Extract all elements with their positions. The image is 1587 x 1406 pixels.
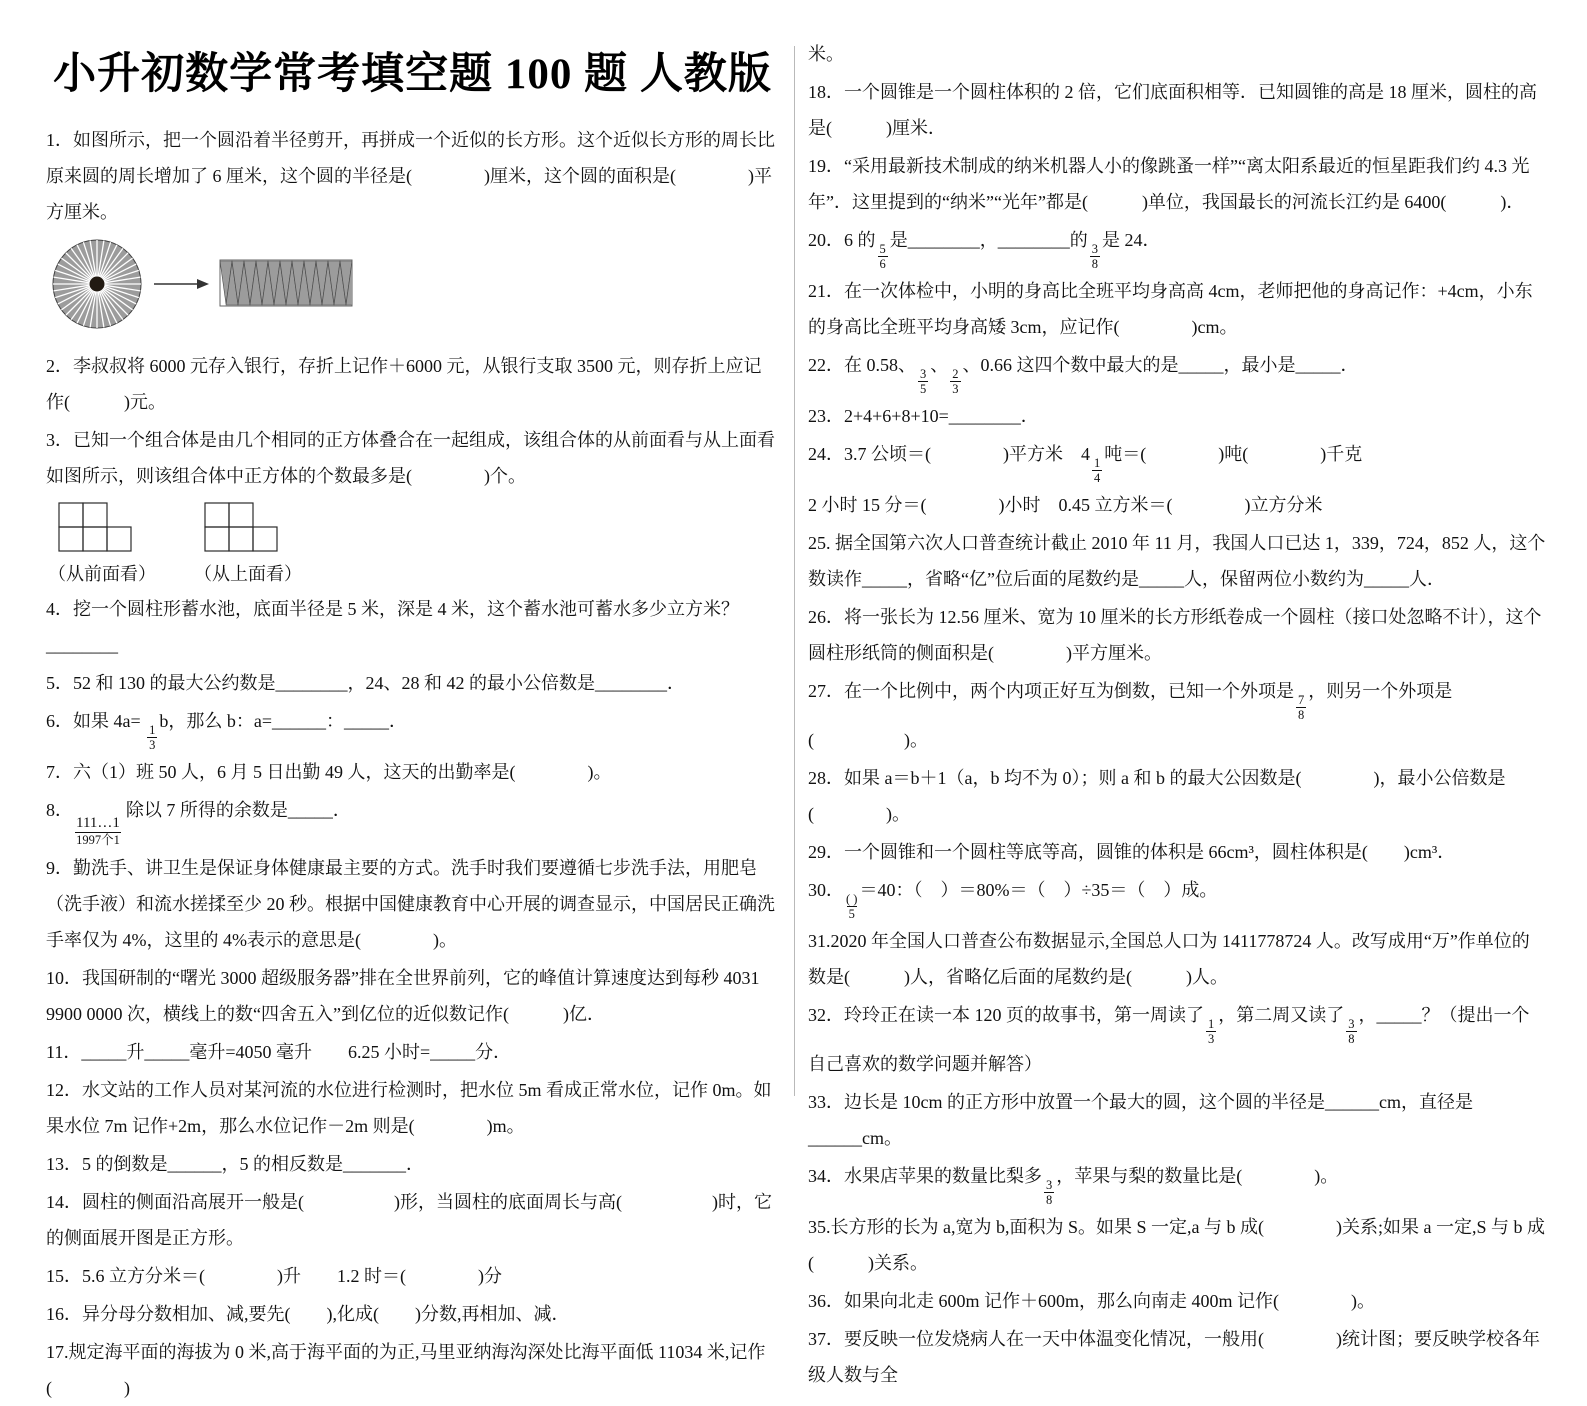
fraction-numerator: 3 (1046, 1178, 1053, 1192)
question (46, 1296, 779, 1332)
question-text: 是 24． (1102, 230, 1161, 250)
question-text: 24．3.7 公顷＝( )平方米 4 (808, 444, 1090, 464)
question (46, 122, 779, 230)
question-text: 除以 7 所得的余数是_____． (125, 799, 351, 820)
fraction (878, 242, 888, 271)
question-text: 18．一个圆锥是一个圆柱体积的 2 倍，它们底面积相等．已知圆锥的高是 18 厘米，圆柱的高是( )厘米． (808, 82, 1537, 138)
question (808, 487, 1547, 523)
right-questions (808, 36, 1547, 1393)
question (46, 1146, 779, 1182)
page-title: 小升初数学常考填空题 100 题 人教版 (53, 51, 772, 98)
question-text: 14．圆柱的侧面沿高展开一般是( )形，当圆柱的底面周长与高( )时，它的侧面展开图是正方形。 (46, 1191, 772, 1248)
question-text: ，则另一个外项是( )。 (808, 681, 1453, 750)
question-text: ＝40：（ ）＝80%＝（ ）÷35＝（ ）成。 (859, 880, 1218, 900)
question (46, 665, 779, 701)
fraction-denominator: 8 (1348, 1032, 1355, 1046)
question (808, 1158, 1547, 1207)
block-view-shape (58, 502, 134, 554)
question-text: 32．玲玲正在读一本 120 页的故事书，第一周读了 (808, 1005, 1204, 1025)
question (808, 74, 1547, 146)
question-text: 、 (930, 355, 949, 375)
question-text: 是________，________的 (889, 230, 1088, 250)
question-text: 17.规定海平面的海拔为 0 米,高于海平面的为正,马里亚纳海沟深处比海平面低 11034 米,记作( ) (46, 1341, 766, 1398)
question (808, 1283, 1547, 1319)
fraction-denominator: 8 (1298, 708, 1305, 722)
figure-circle-to-rectangle (50, 236, 779, 338)
question-text: 8． (46, 799, 73, 820)
fraction (950, 367, 960, 396)
question-text: 2．李叔叔将 6000 元存入银行，存折上记作＋6000 元，从银行支取 3500 元，则存折上应记作( )元。 (46, 355, 762, 412)
fraction-denominator: 3 (952, 382, 959, 396)
question (808, 398, 1547, 434)
question-text: 26．将一张长为 12.56 厘米、宽为 10 厘米的长方形纸卷成一个圆柱（接口处忽略不计），这个圆柱形纸筒的侧面积是( )平方厘米。 (808, 607, 1542, 663)
question (46, 1072, 779, 1144)
question-text: 20．6 的 (808, 230, 876, 250)
question-text: 米。 (808, 44, 844, 64)
fraction-numerator: 1 (1208, 1017, 1215, 1031)
left-questions (46, 122, 779, 1406)
question-text: ，苹果与梨的数量比是( )。 (1056, 1166, 1339, 1186)
question-text: 36．如果向北走 600m 记作＋600m，那么向南走 400m 记作( )。 (808, 1291, 1375, 1311)
question (46, 792, 779, 848)
question (808, 872, 1547, 921)
question (808, 36, 1547, 72)
question (808, 347, 1547, 396)
fraction-numerator: 5 (879, 242, 886, 256)
question-text: 19．“采用最新技术制成的纳米机器人小的像跳蚤一样”“离太阳系最近的恒星距我们约 4.3 光年”．这里提到的“纳米”“光年”都是( )单位，我国最长的河流长江约是 6400( )． (808, 156, 1530, 212)
question-text: 29．一个圆锥和一个圆柱等底等高，圆锥的体积是 66cm³，圆柱体积是( )cm³． (808, 842, 1456, 862)
right-column (808, 36, 1547, 1385)
question-text: 22．在 0.58、 (808, 355, 916, 375)
underbrace-label: 1997个1 (76, 833, 120, 848)
fraction-numerator: 1 (1094, 456, 1101, 470)
block-view-shape (204, 502, 280, 554)
view-block (194, 502, 302, 587)
question (808, 148, 1547, 220)
question (46, 850, 779, 958)
fraction (1296, 693, 1306, 722)
question (808, 834, 1547, 870)
question-text: 25. 据全国第六次人口普查统计截止 2010 年 11 月，我国人口已达 1，339，724，852 人，这个数读作_____，省略“亿”位后面的尾数约是_____人，保留两位小数约为_____人． (808, 533, 1546, 589)
question (808, 222, 1547, 271)
question-text: ，第二周又读了 (1218, 1005, 1345, 1025)
fraction-numerator: 3 (1091, 242, 1098, 256)
fraction (1206, 1017, 1216, 1046)
fraction-denominator: 8 (1046, 1193, 1053, 1207)
fraction (1092, 456, 1102, 485)
question-text: 6．如果 4a= (46, 710, 146, 731)
question (46, 422, 779, 494)
fraction-denominator: 5 (920, 382, 927, 396)
question-text: 、0.66 这四个数中最大的是_____，最小是_____． (962, 355, 1359, 375)
fraction (147, 723, 157, 752)
fraction (918, 367, 928, 396)
question (46, 1034, 779, 1070)
fraction (1090, 242, 1100, 271)
question-text: 21．在一次体检中，小明的身高比全班平均身高高 4cm，老师把他的身高记作：+4cm，小东的身高比全班平均身高矮 3cm，应记作( )cm。 (808, 281, 1533, 337)
circle-sectors-diagram (50, 236, 360, 333)
question-text: 1．如图所示，把一个圆沿着半径剪开，再拼成一个近似的长方形。这个近似长方形的周长比原来圆的周长增加了 6 厘米，这个圆的半径是( )厘米，这个圆的面积是( )平方厘米。 (46, 129, 775, 222)
question-text: b，那么 b：a=______：_____． (159, 710, 408, 731)
view-label: （从前面看） (48, 563, 156, 584)
fraction-numerator: ( ) (846, 892, 858, 906)
fraction-numerator: 2 (952, 367, 959, 381)
question-text: 11．_____升_____毫升=4050 毫升 6.25 小时=_____分． (46, 1041, 512, 1062)
question-text: 23．2+4+6+8+10=________． (808, 406, 1039, 426)
question-text: 27．在一个比例中，两个内项正好互为倒数，已知一个外项是 (808, 681, 1294, 701)
question (46, 1334, 779, 1406)
question-text: 5．52 和 130 的最大公约数是________，24、28 和 42 的最小公倍数是________． (46, 672, 685, 693)
question-text: 35.长方形的长为 a,宽为 b,面积为 S。如果 S 一定,a 与 b 成( )关系;如果 a 一定,S 与 b 成( )关系。 (808, 1217, 1545, 1273)
question (46, 703, 779, 752)
question-text: 3．已知一个组合体是由几个相同的正方体叠合在一起组成，该组合体的从前面看与从上面看如图所示，则该组合体中正方体的个数最多是( )个。 (46, 429, 775, 486)
fraction-numerator: 3 (1348, 1017, 1355, 1031)
fraction-denominator: 3 (149, 737, 156, 752)
underbrace-expression (75, 815, 121, 848)
fraction-denominator: 5 (848, 907, 855, 921)
question (808, 525, 1547, 597)
question-text: 4．挖一个圆柱形蓄水池，底面半径是 5 米，深是 4 米，这个蓄水池可蓄水多少立方米？________ (46, 598, 739, 655)
question-text: 34．水果店苹果的数量比梨多 (808, 1166, 1042, 1186)
fraction-numerator: 3 (920, 367, 927, 381)
question-text: 37．要反映一位发烧病人在一天中体温变化情况，一般用( )统计图；要反映学校各年级人数与全 (808, 1329, 1540, 1385)
question (46, 754, 779, 790)
question-text: 33．边长是 10cm 的正方形中放置一个最大的圆，这个圆的半径是______cm，直径是______cm。 (808, 1092, 1473, 1148)
question-text: ，_____？（提出一个自己喜欢的数学问题并解答） (808, 1005, 1530, 1074)
question-text: 31.2020 年全国人口普查公布数据显示,全国总人口为 1411778724 人。改写成用“万”作单位的数是( )人，省略亿后面的尾数约是( )人。 (808, 931, 1530, 987)
question (808, 760, 1547, 832)
fraction (1346, 1017, 1356, 1046)
question-text: 9．勤洗手、讲卫生是保证身体健康最主要的方式。洗手时我们要遵循七步洗手法，用肥皂（洗手液）和流水搓揉至少 20 秒。根据中国健康教育中心开展的调查显示，中国居民正确洗手率仅为 4%，这里的 4%表示的意思是( )。 (46, 857, 775, 950)
question-text: 15．5.6 立方分米＝( )升 1.2 时＝( )分 (46, 1265, 502, 1286)
left-column (46, 36, 779, 1398)
question-text: 30． (808, 880, 844, 900)
question (46, 348, 779, 420)
fraction-denominator: 3 (1208, 1032, 1215, 1046)
question (808, 923, 1547, 995)
question-text: 2 小时 15 分＝( )小时 0.45 立方米＝( )立方分米 (808, 495, 1323, 515)
fraction-denominator: 8 (1091, 257, 1098, 271)
question (46, 1184, 779, 1256)
question-text: 13．5 的倒数是______，5 的相反数是_______． (46, 1153, 424, 1174)
fraction (846, 892, 857, 921)
question (808, 673, 1547, 758)
fraction-denominator: 6 (879, 257, 886, 271)
question (808, 273, 1547, 345)
question (46, 1258, 779, 1294)
fraction (1044, 1178, 1054, 1207)
question (808, 599, 1547, 671)
column-divider (794, 46, 795, 1096)
question-text: 28．如果 a＝b＋1（a，b 均不为 0）；则 a 和 b 的最大公因数是( )，最小公倍数是( )。 (808, 768, 1506, 824)
question (46, 591, 779, 663)
question (808, 1321, 1547, 1393)
figure-block-views (48, 502, 779, 587)
question (808, 997, 1547, 1082)
question (46, 960, 779, 1032)
question-text: 7．六（1）班 50 人，6 月 5 日出勤 49 人，这天的出勤率是( )。 (46, 761, 612, 782)
question (808, 1084, 1547, 1156)
question-text: 12．水文站的工作人员对某河流的水位进行检测时，把水位 5m 看成正常水位，记作 0m。如果水位 7m 记作+2m，那么水位记作－2m 则是( )m。 (46, 1079, 772, 1136)
view-label: （从上面看） (194, 563, 302, 584)
fraction-numerator: 1 (149, 722, 156, 737)
view-block (48, 502, 156, 587)
fraction-denominator: 4 (1094, 471, 1101, 485)
question-text: 16．异分母分数相加、减,要先( ),化成( )分数,再相加、减． (46, 1303, 570, 1324)
underbrace-top: 111…1 (75, 815, 121, 833)
question (808, 1209, 1547, 1281)
fraction-numerator: 7 (1298, 693, 1305, 707)
question-text: 10．我国研制的“曙光 3000 超级服务器”排在全世界前列，它的峰值计算速度达到每秒 4031 9900 0000 次，横线上的数“四舍五入”到亿位的近似数记作( )亿． (46, 967, 760, 1024)
question (808, 436, 1547, 485)
question-text: 吨＝( )吨( )千克 (1104, 444, 1363, 464)
